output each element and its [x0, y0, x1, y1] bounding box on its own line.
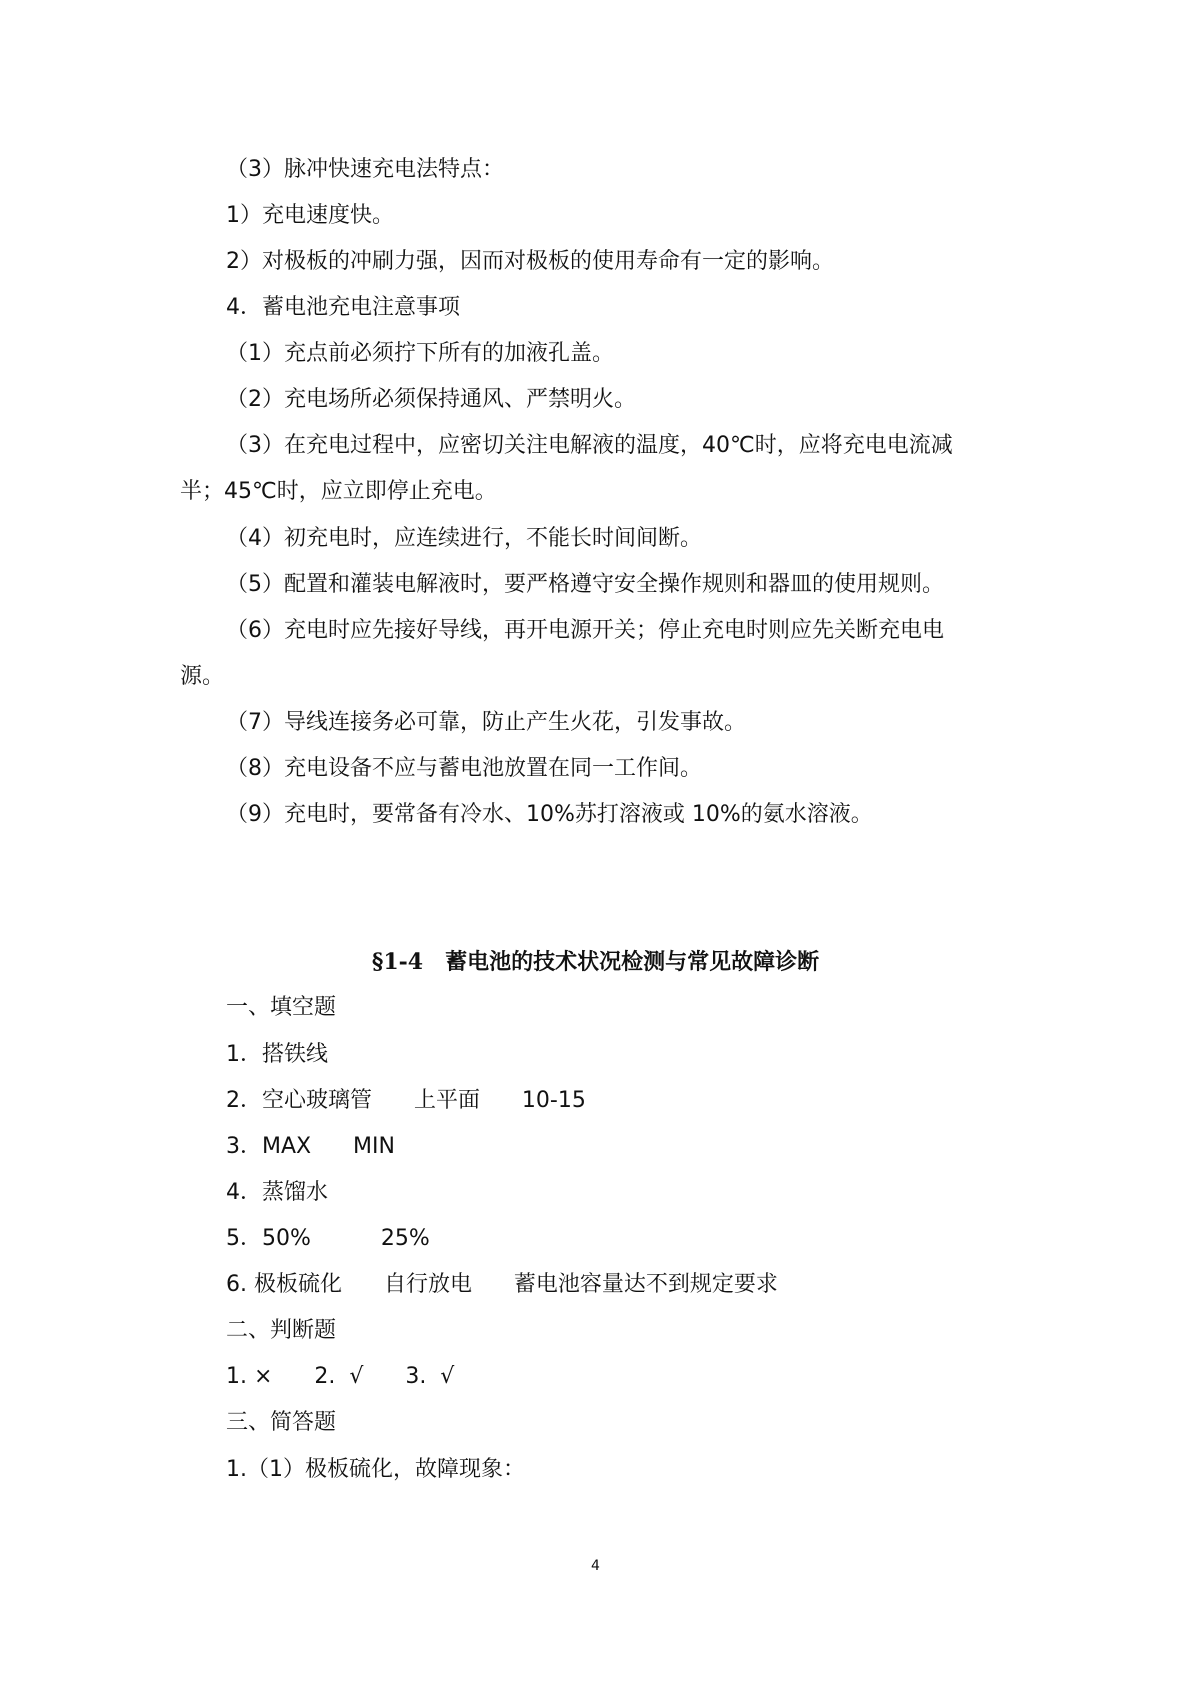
- list-item: （8）充电设备不应与蓄电池放置在同一工作间。: [226, 756, 702, 781]
- answer-line: 3．MAX MIN: [226, 1134, 395, 1159]
- answer-line: 6. 极板硫化 自行放电 蓄电池容量达不到规定要求: [226, 1272, 778, 1297]
- answer-line: 1.（1）极板硫化，故障现象：: [226, 1457, 525, 1482]
- page-number: 4: [591, 1558, 600, 1574]
- list-item-continuation: 半；45℃时，应立即停止充电。: [180, 479, 497, 504]
- list-item: （7）导线连接务必可靠，防止产生火花，引发事故。: [226, 710, 746, 735]
- subsection-title: 4．蓄电池充电注意事项: [226, 295, 460, 320]
- question-group-title: 一、填空题: [226, 995, 337, 1020]
- question-group-title: 三、简答题: [226, 1410, 337, 1435]
- list-item: （4）初充电时，应连续进行，不能长时间间断。: [226, 526, 702, 551]
- answer-line: 4．蒸馏水: [226, 1180, 328, 1205]
- paragraph-line: 2）对极板的冲刷力强，因而对极板的使用寿命有一定的影响。: [226, 249, 834, 274]
- answer-line: 2．空心玻璃管 上平面 10-15: [226, 1088, 586, 1113]
- paragraph-line: （3）脉冲快速充电法特点：: [226, 157, 504, 182]
- list-item: （9）充电时，要常备有冷水、10%苏打溶液或 10%的氨水溶液。: [226, 802, 873, 827]
- answer-line: 1．搭铁线: [226, 1042, 328, 1067]
- list-item: （6）充电时应先接好导线，再开电源开关；停止充电时则应先关断充电电: [226, 618, 944, 643]
- answer-line: 5．50% 25%: [226, 1226, 430, 1251]
- list-item: （5）配置和灌装电解液时，要严格遵守安全操作规则和器皿的使用规则。: [226, 572, 944, 597]
- list-item: （2）充电场所必须保持通风、严禁明火。: [226, 387, 636, 412]
- paragraph-line: 1）充电速度快。: [226, 203, 394, 228]
- section-heading: §1-4 蓄电池的技术状况检测与常见故障诊断: [371, 949, 820, 975]
- answer-line: 1. × 2. √ 3. √: [226, 1364, 455, 1389]
- list-item: （1）充点前必须拧下所有的加液孔盖。: [226, 341, 614, 366]
- question-group-title: 二、判断题: [226, 1318, 337, 1343]
- list-item: （3）在充电过程中，应密切关注电解液的温度，40℃时，应将充电电流减: [226, 433, 953, 458]
- list-item-continuation: 源。: [180, 664, 225, 689]
